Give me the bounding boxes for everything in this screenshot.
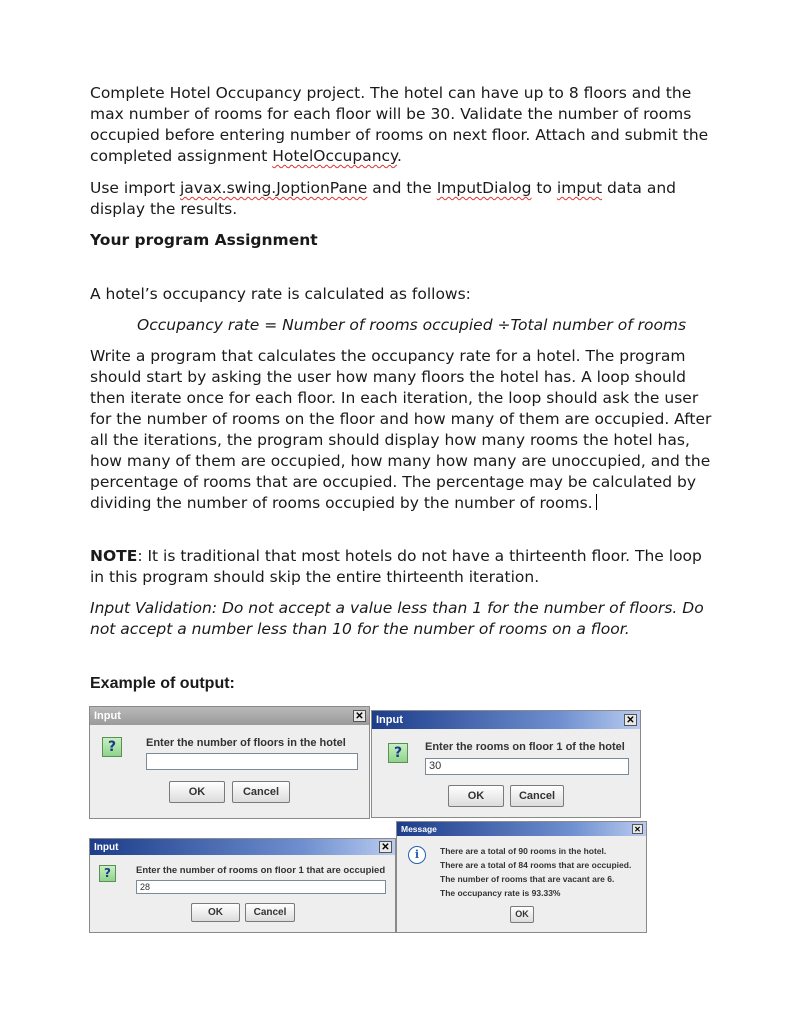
import-package: javax.swing.JoptionPane [180,179,368,197]
message-line-rate: The occupancy rate is 93.33% [440,888,561,898]
question-icon: ? [102,737,122,757]
floors-input-field[interactable] [146,753,358,770]
input-validation: Input Validation: Do not accept a value less than 1 for the number of floors. Do not accept a number less than 10 for the number of rooms on a floor. [90,599,704,638]
import-imput-word: imput [556,179,603,197]
assignment-file-name: HotelOccupancy [272,147,398,165]
ok-button[interactable]: OK [448,785,504,807]
rooms-input-field[interactable]: 30 [425,758,629,775]
occupied-dialog-titlebar [90,839,395,855]
message-line-vacant: The number of rooms that are vacant are 6. [440,874,615,884]
intro-text: Complete Hotel Occupancy project. The hotel can have up to 8 floors and the max number of rooms for each floor will be 30. Validate the number of rooms occupied before entering number of rooms on next floor. Attach and submit the completed assignment [90,84,709,165]
note-paragraph [90,546,705,588]
import-paragraph [90,178,720,220]
cancel-button[interactable]: Cancel [232,781,290,803]
cancel-button[interactable]: Cancel [245,903,295,922]
close-icon[interactable]: ✕ [624,714,637,726]
message-line-total-rooms: There are a total of 90 rooms in the hotel. [440,846,607,856]
occupied-input-dialog [89,838,396,933]
occupied-dialog-title: Input [94,841,119,853]
intro-period: . [397,147,402,165]
import-text-c: to [531,179,557,197]
message-dialog [396,821,647,933]
text-cursor [596,494,597,510]
floors-dialog-title: Input [94,710,121,722]
occupancy-intro: A hotel’s occupancy rate is calculated as follows: [90,285,471,303]
assignment-heading: Your program Assignment [90,231,318,249]
occupancy-formula: Occupancy rate = Number of rooms occupied ÷Total number of rooms [137,316,687,334]
occupied-input-field[interactable]: 28 [136,880,386,894]
example-heading: Example of output: [90,675,235,692]
rooms-prompt: Enter the rooms on floor 1 of the hotel [425,741,625,753]
intro-paragraph [90,83,720,167]
import-dialog-name: ImputDialog [436,179,532,197]
close-icon[interactable]: ✕ [353,710,366,722]
floors-prompt: Enter the number of floors in the hotel [146,737,346,749]
note-label: NOTE [90,547,138,565]
close-icon[interactable]: ✕ [632,824,643,834]
cancel-button[interactable]: Cancel [510,785,564,807]
floors-input-dialog [89,706,370,819]
note-text: : It is traditional that most hotels do not have a thirteenth floor. The loop in this program should skip the entire thirteenth iteration. [90,547,702,586]
close-icon[interactable]: ✕ [379,841,392,853]
rooms-dialog-title: Input [376,714,403,726]
ok-button[interactable]: OK [510,906,534,923]
message-dialog-titlebar [397,822,646,836]
rooms-dialog-titlebar [372,711,640,729]
ok-button[interactable]: OK [191,903,240,922]
occupied-prompt: Enter the number of rooms on floor 1 that are occupied [136,865,386,876]
rooms-input-dialog [371,710,641,818]
message-dialog-title: Message [401,824,437,834]
ok-button[interactable]: OK [169,781,225,803]
question-icon: ? [99,865,116,882]
description-text: Write a program that calculates the occupancy rate for a hotel. The program should start by asking the user how many floors the hotel has. A loop should then iterate once for each floor. In each iteration, the loop should ask the user for the number of rooms on the floor and how many of them are occupied. After all the iterations, the program should display how many rooms the hotel has, how many of them are occupied, how many how many are unoccupied, and the percentage of rooms that are occupied. The percentage may be calculated by dividing the number of rooms occupied by the number of rooms. [90,347,712,512]
description-paragraph [90,346,715,514]
import-text-d: data and display the results. [90,179,677,218]
import-text-a: Use import [90,179,180,197]
info-icon: i [408,846,426,864]
question-icon: ? [388,743,408,763]
import-text-b: and the [367,179,437,197]
floors-dialog-titlebar [90,707,369,725]
message-line-occupied: There are a total of 84 rooms that are occupied. [440,860,632,870]
